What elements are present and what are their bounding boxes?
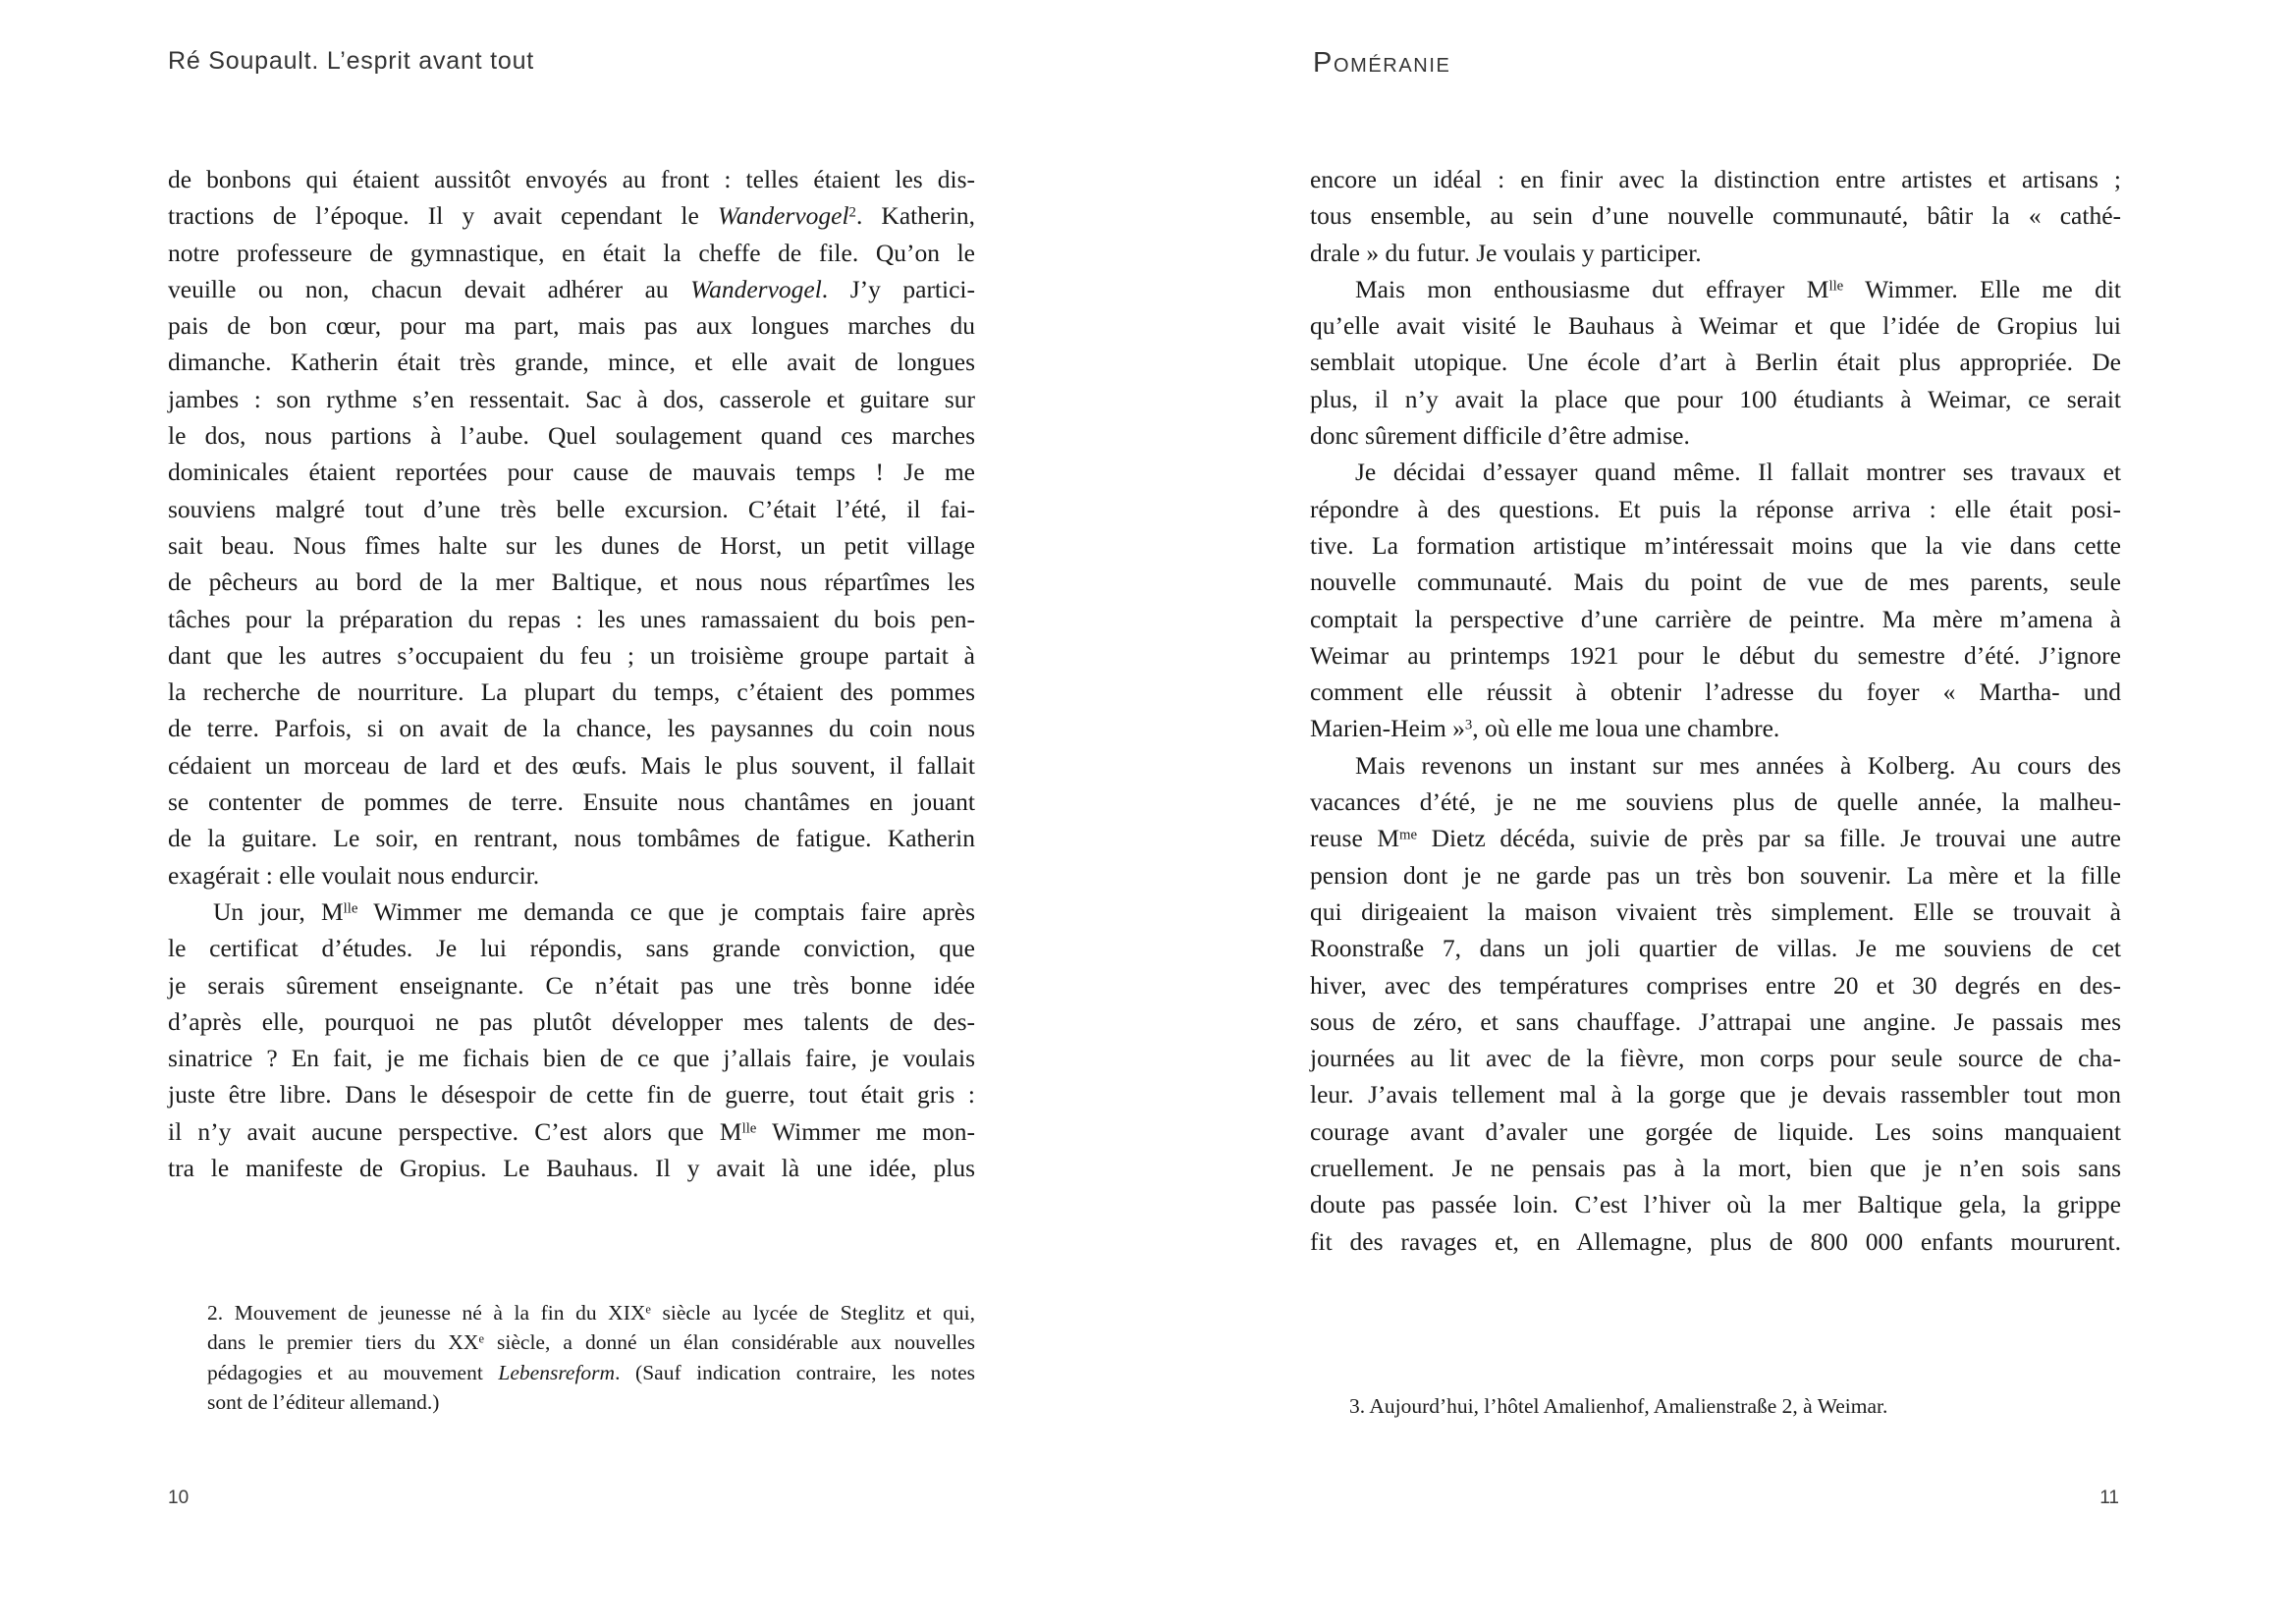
- text-line: Roonstraße 7, dans un joli quartier de villas. Je me souviens de cet: [1310, 934, 2121, 963]
- text-line: reuse $M^{me}$ Dietz décéda, suivie de près par sa fille. Je trouvai une autre: [1310, 824, 2121, 853]
- text-line: souviens malgré tout d’une très belle excursion. C’était l’été, il fai-: [168, 494, 975, 523]
- text-line: sous de zéro, et sans chauffage. J’attrapai une angine. Je passais mes: [1310, 1006, 2121, 1036]
- text-line: tous ensemble, au sein d’une nouvelle communauté, bâtir la « cathé-: [1310, 201, 2121, 231]
- text-line: dant que les autres s’occupaient du feu ; un troisième groupe partait à: [168, 640, 975, 670]
- text-line: il n’y avait aucune perspective. C’est alors que $M^{lle}$ Wimmer me mon-: [168, 1116, 975, 1146]
- text-line: de terre. Parfois, si on avait de la chance, les paysannes du coin nous: [168, 714, 975, 743]
- text-line: cédaient un morceau de lard et des œufs. Mais le plus souvent, il fallait: [168, 750, 975, 780]
- text-line: journées au lit avec de la fièvre, mon corps pour seule source de cha-: [1310, 1044, 2121, 1073]
- text-line: de bonbons qui étaient aussitôt envoyés au front : telles étaient les dis-: [168, 165, 975, 193]
- text-line: hiver, avec des températures comprises entre 20 et 30 degrés en des-: [1310, 970, 2121, 1000]
- right-running-header: Poméranie: [1313, 47, 1451, 79]
- text-line: je serais sûrement enseignante. Ce n’était pas une très bonne idée: [168, 970, 975, 1000]
- text-line: drale » du futur. Je voulais y participer.: [1310, 238, 1702, 267]
- text-line: sont de l’éditeur allemand.): [207, 1390, 440, 1415]
- italic-text: Wandervogel: [690, 274, 822, 303]
- text-line: exagérait : elle voulait nous endurcir.: [168, 860, 540, 890]
- superscript: 3: [1464, 717, 1473, 733]
- text-line: de la guitare. Le soir, en rentrant, nous tombâmes de fatigue. Katherin: [168, 824, 975, 853]
- text-line: dimanche. Katherin était très grande, mince, et elle avait de longues: [168, 348, 975, 377]
- text-line: 2. Mouvement de jeunesse né à la fin du XIXe siècle au lycée de Steglitz et qui,: [207, 1301, 975, 1325]
- text-line: qu’elle avait visité le Bauhaus à Weimar et que l’idée de Gropius lui: [1310, 311, 2121, 341]
- text-line: tractions de l’époque. Il y avait cependant le Wandervogel$^2$. Katherin,: [168, 201, 976, 231]
- text-line: Un jour, $M^{lle}$ Wimmer me demanda ce que je comptais faire après: [213, 896, 975, 926]
- text-line: le certificat d’études. Je lui répondis, sans grande conviction, que: [168, 934, 975, 963]
- text-line: se contenter de pommes de terre. Ensuite nous chantâmes en jouant: [168, 787, 975, 817]
- text-line: d’après elle, pourquoi ne pas plutôt développer mes talents de des-: [168, 1006, 975, 1036]
- text-line: sait beau. Nous fîmes halte sur les dunes de Horst, un petit village: [168, 530, 975, 560]
- text-line: doute pas passée loin. C’est l’hiver où la mer Baltique gela, la grippe: [1310, 1190, 2121, 1219]
- text-line: semblait utopique. Une école d’art à Berlin était plus appropriée. De: [1310, 348, 2121, 377]
- text-line: Mais revenons un instant sur mes années à Kolberg. Au cours des: [1355, 750, 2121, 780]
- superscript: 2: [848, 204, 856, 221]
- text-line: tra le manifeste de Gropius. Le Bauhaus. Il y avait là une idée, plus: [168, 1154, 975, 1183]
- text-line: jambes : son rythme s’en ressentait. Sac à dos, casserole et guitare sur: [168, 384, 975, 413]
- text-line: Je décidai d’essayer quand même. Il fallait montrer ses travaux et: [1355, 458, 2121, 487]
- text-line: plus, il n’y avait la place que pour 100 étudiants à Weimar, ce serait: [1310, 384, 2121, 413]
- text-line: la recherche de nourriture. La plupart du temps, c’étaient des pommes: [168, 677, 975, 707]
- superscript: lle: [343, 900, 358, 917]
- right-page-footnote: [1349, 1391, 2121, 1421]
- left-page-footnote: [207, 1298, 975, 1418]
- text-line: tive. La formation artistique m’intéressait moins que la vie dans cette: [1310, 530, 2121, 560]
- right-page-body-text: [1310, 161, 2121, 1260]
- left-page-body-text: [168, 161, 975, 1186]
- superscript: e: [478, 1331, 485, 1346]
- text-line: Weimar au printemps 1921 pour le début du semestre d’été. J’ignore: [1310, 640, 2121, 670]
- superscript: lle: [741, 1120, 757, 1137]
- text-line: donc sûrement difficile d’être admise.: [1310, 421, 1690, 451]
- text-line: fit des ravages et, en Allemagne, plus de 800 000 enfants moururent.: [1310, 1226, 2121, 1256]
- left-running-header: Ré Soupault. L’esprit avant tout: [168, 47, 535, 75]
- text-line: notre professeure de gymnastique, en était la cheffe de file. Qu’on le: [168, 238, 975, 267]
- text-line: pais de bon cœur, pour ma part, mais pas aux longues marches du: [168, 311, 975, 341]
- text-line: pension dont je ne garde pas un très bon souvenir. La mère et la fille: [1310, 860, 2121, 890]
- text-line: leur. J’avais tellement mal à la gorge que je devais rassembler tout mon: [1310, 1080, 2121, 1110]
- text-line: nouvelle communauté. Mais du point de vue de mes parents, seule: [1310, 568, 2121, 597]
- superscript: me: [1399, 827, 1418, 843]
- text-line: dans le premier tiers du XXe siècle, a donné un élan considérable aux nouvelles: [207, 1330, 975, 1355]
- text-line: qui dirigeaient la maison vivaient très simplement. Elle se trouvait à: [1310, 896, 2121, 926]
- superscript: lle: [1828, 278, 1844, 295]
- text-line: le dos, nous partions à l’aube. Quel soulagement quand ces marches: [168, 421, 975, 451]
- left-page-number: 10: [168, 1488, 190, 1508]
- text-line: dominicales étaient reportées pour cause de mauvais temps ! Je me: [168, 458, 975, 487]
- text-line: Marien-Heim »$^3$, où elle me loua une chambre.: [1310, 714, 1780, 743]
- text-line: Mais mon enthousiasme dut effrayer $M^{lle}$ Wimmer. Elle me dit: [1355, 274, 2121, 303]
- italic-text: Lebensreform: [498, 1360, 616, 1384]
- text-line: vacances d’été, je ne me souviens plus de quelle année, la malheu-: [1310, 787, 2121, 817]
- text-line: comment elle réussit à obtenir l’adresse du foyer « Martha- und: [1310, 677, 2121, 707]
- text-line: tâches pour la préparation du repas : les unes ramassaient du bois pen-: [168, 604, 975, 633]
- text-line: répondre à des questions. Et puis la réponse arriva : elle était posi-: [1310, 494, 2121, 523]
- text-line: de pêcheurs au bord de la mer Baltique, et nous nous répartîmes les: [168, 568, 975, 597]
- text-line: pédagogies et au mouvement Lebensreform. (Sauf indication contraire, les notes: [207, 1360, 975, 1384]
- italic-text: Wandervogel: [717, 201, 849, 231]
- right-page-number: 11: [2099, 1488, 2119, 1508]
- text-line: sinatrice ? En fait, je me fichais bien de ce que j’allais faire, je voulais: [168, 1044, 975, 1073]
- text-line: encore un idéal : en finir avec la distinction entre artistes et artisans ;: [1310, 165, 2121, 193]
- text-line: cruellement. Je ne pensais pas à la mort, bien que je n’en sois sans: [1310, 1154, 2121, 1183]
- text-line: 3. Aujourd’hui, l’hôtel Amalienhof, Amalienstraße 2, à Weimar.: [1349, 1394, 1888, 1418]
- text-line: juste être libre. Dans le désespoir de cette fin de guerre, tout était gris :: [168, 1080, 975, 1110]
- text-line: comptait la perspective d’une carrière de peintre. Ma mère m’amena à: [1310, 604, 2121, 633]
- superscript: e: [645, 1302, 651, 1317]
- text-line: veuille ou non, chacun devait adhérer au Wandervogel. J’y partici-: [168, 274, 975, 303]
- text-line: courage avant d’avaler une gorgée de liquide. Les soins manquaient: [1310, 1116, 2121, 1146]
